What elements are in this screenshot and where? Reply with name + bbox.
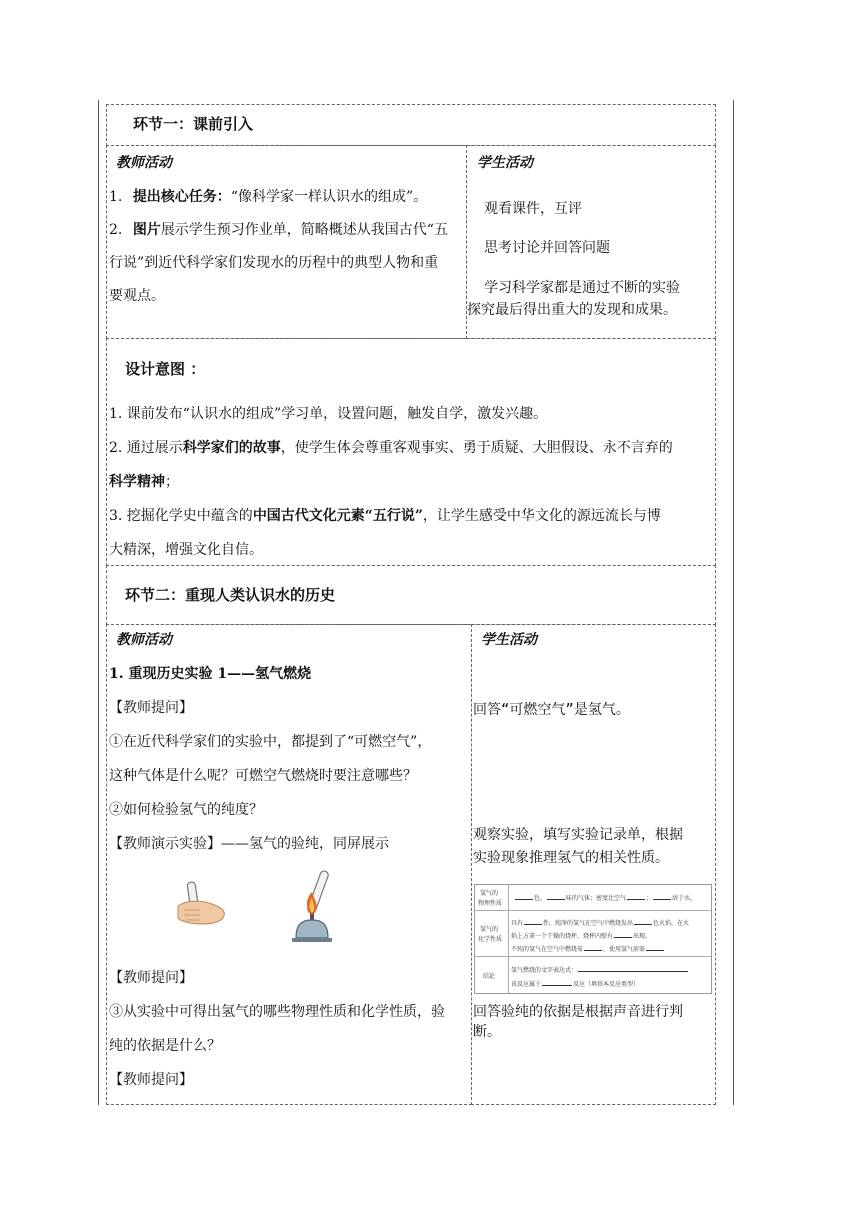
section1-student-line3b: 探究最后得出重大的发现和成果。 — [467, 302, 677, 318]
section2-student-answer1: 回答“可燃空气”是氢气。 — [473, 702, 630, 718]
question1-line1: ①在近代科学家们的实验中，都提到了“可燃空气”， — [109, 734, 432, 750]
record-row1-head-b: 物理性质 — [478, 900, 503, 907]
record-row3-head: 结论 — [483, 973, 496, 980]
left-margin-line — [98, 100, 99, 1105]
section1-item1: 1. 提出核心任务：“像科学家一样认识水的组成”。 — [109, 189, 428, 205]
design-intent-item3-line1: 3. 挖掘化学史中蕴含的中国古代文化元素“五行说”，让学生感受中华文化的源远流长与博 — [109, 508, 661, 524]
section1-item2-line3: 要观点。 — [109, 288, 165, 304]
record-row2-head-b: 化学性质 — [478, 936, 503, 943]
section1-teacher-cell — [106, 145, 467, 339]
record-row3-line1: 氢气燃烧的文字表达式： — [511, 965, 689, 975]
section2-teacher-header: 教师活动 — [116, 632, 172, 648]
question2: ②如何检验氢气的纯度？ — [109, 802, 263, 818]
section2-experiment-title: 1. 重现历史实验 1——氢气燃烧 — [109, 666, 312, 682]
section1-student-line1: 观看课件，互评 — [484, 201, 582, 217]
question1-line2: 这种气体是什么呢？可燃空气燃烧时要注意哪些？ — [109, 768, 417, 784]
question3-line2: 纯的依据是什么？ — [109, 1038, 221, 1054]
section1-student-header: 学生活动 — [477, 155, 533, 171]
section2-teacher-cell — [106, 624, 472, 1105]
question3-line1: ③从实验中可得出氢气的哪些物理性质和化学性质，验 — [109, 1004, 445, 1020]
section1-title: 环节一：课前引入 — [133, 115, 254, 133]
hand-test-tube-illustration — [172, 880, 230, 932]
record-row2-line2: 焰上方罩一个干燥的烧杯，烧杯内壁有 出现。 — [511, 933, 652, 940]
section1-student-line3a: 学习科学家都是通过不断的实验 — [484, 280, 680, 296]
design-intent-title: 设计意图 ： — [125, 360, 206, 378]
section1-teacher-header: 教师活动 — [116, 155, 172, 171]
section2-student-answer3-line1: 回答验纯的依据是根据声音进行判 — [473, 1004, 683, 1020]
right-margin-line — [733, 100, 734, 1105]
design-intent-item3-line2: 大精深，增强文化自信。 — [109, 542, 263, 558]
design-intent-item2-line1: 2. 通过展示科学家们的故事，使学生体会尊重客观事实、勇于质疑、大胆假设、永不言弃的 — [109, 440, 673, 456]
section2-student-answer3-line2: 断。 — [473, 1024, 501, 1040]
record-row2-line1: 具有 性，纯净的氢气在空气中燃烧发出 色火焰，在火 — [511, 920, 690, 927]
section2-student-answer2-line2: 实验现象推理氢气的相关性质。 — [473, 850, 669, 866]
design-intent-item1: 1. 课前发布“认识水的组成”学习单，设置问题，触发自学，激发兴趣。 — [109, 406, 548, 422]
section1-item2-line2: 行说”到近代科学家们发现水的历程中的典型人物和重 — [109, 255, 439, 271]
record-row2-line3: 不纯的氢气在空气中燃烧易 ，使用氢气前需 — [511, 944, 665, 954]
section2-student-header: 学生活动 — [481, 632, 537, 648]
record-row3-line2: 该反应属于 反应（填基本反应类型） — [511, 981, 640, 988]
alcohol-lamp-illustration — [286, 866, 336, 946]
record-row1-content: 色， 味的气体；密度比空气 ； 溶于水。 — [514, 893, 696, 903]
teacher-question-label-1: 【教师提问】 — [109, 700, 193, 716]
section1-student-line2: 思考讨论并回答问题 — [484, 240, 610, 256]
design-intent-item2-line2: 科学精神； — [109, 474, 179, 490]
teacher-question-label-3: 【教师提问】 — [109, 1072, 193, 1088]
teacher-demo-label: 【教师演示实验】——氢气的验纯，同屏展示 — [109, 836, 389, 852]
section2-student-answer2-line1: 观察实验，填写实验记录单，根据 — [473, 827, 683, 843]
record-row1-head-a: 氢气的 — [480, 890, 499, 897]
section1-item2-line1: 2. 图片展示学生预习作业单，简略概述从我国古代“五 — [109, 222, 448, 238]
record-row2-head-a: 氢气的 — [480, 926, 499, 933]
teacher-question-label-2: 【教师提问】 — [109, 970, 193, 986]
section2-title: 环节二：重现人类认识水的历史 — [125, 586, 336, 604]
